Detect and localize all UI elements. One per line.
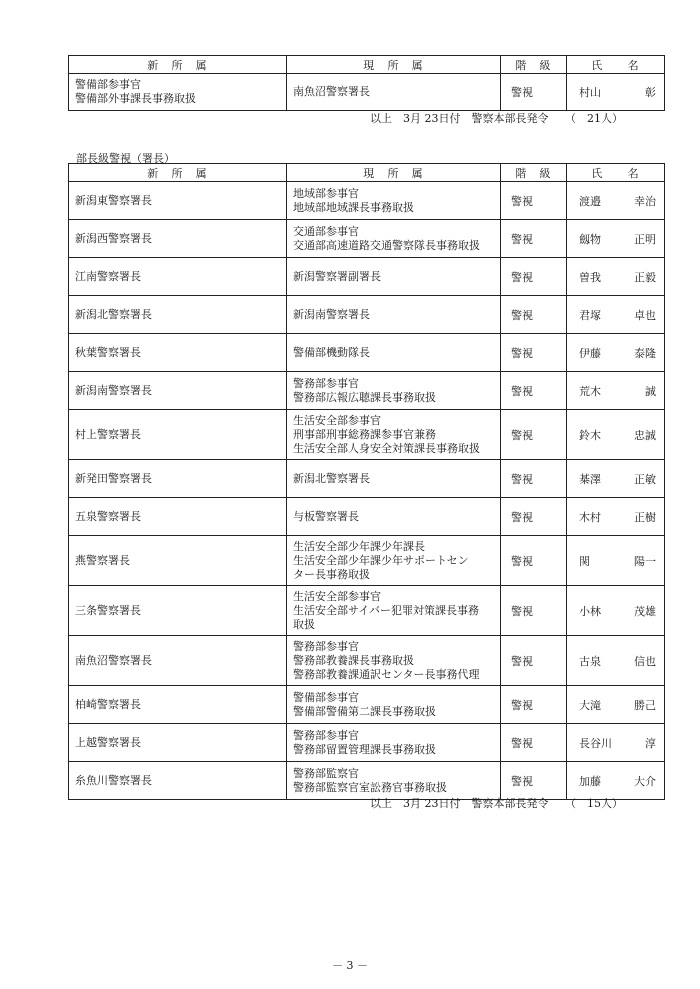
given-name: 正敏 [634, 472, 656, 486]
table1-footer: 以上 3月 23日付 警察本部長発令 （ 21人） [370, 112, 623, 125]
header-rank: 階 級 [501, 56, 567, 74]
current-post-cell: 警務部参事官 警務部留置管理課長事務取扱 [287, 724, 501, 762]
given-name: 信也 [634, 654, 656, 668]
new-post-cell: 村上警察署長 [69, 410, 287, 460]
table-row [69, 220, 665, 258]
family-name: 大滝 [579, 698, 601, 712]
given-name: 彰 [645, 86, 656, 99]
given-name: 正毅 [634, 270, 656, 284]
new-post-cell: 新潟南警察署長 [69, 372, 287, 410]
new-post-cell: 新潟北警察署長 [69, 296, 287, 334]
page-number: － 3 － [332, 959, 368, 972]
table-row [69, 372, 665, 410]
new-post-cell: 秋葉警察署長 [69, 334, 287, 372]
table-row [69, 74, 665, 111]
name-cell [567, 724, 665, 762]
given-name: 泰隆 [634, 346, 656, 360]
current-post-cell: 与板警察署長 [287, 498, 501, 536]
name-cell [567, 296, 665, 334]
table-row [69, 762, 665, 800]
new-post-cell: 上越警察署長 [69, 724, 287, 762]
current-post-cell: 警備部機動隊長 [287, 334, 501, 372]
header-new-post: 新 所 属 [69, 164, 287, 182]
current-post-cell: 生活安全部参事官 生活安全部サイバー犯罪対策課長事務 取扱 [287, 586, 501, 636]
new-post-cell: 新潟東警察署長 [69, 182, 287, 220]
given-name: 勝己 [634, 698, 656, 712]
rank-cell: 警視 [501, 182, 567, 220]
name-cell [567, 220, 665, 258]
name-cell [567, 762, 665, 800]
new-post-cell: 新発田警察署長 [69, 460, 287, 498]
header-new-post: 新 所 属 [69, 56, 287, 74]
header-name: 氏 名 [567, 56, 665, 74]
new-post-cell: 三条警察署長 [69, 586, 287, 636]
current-post-cell: 地域部参事官 地域部地域課長事務取扱 [287, 182, 501, 220]
given-name: 幸治 [634, 194, 656, 208]
table-row [69, 334, 665, 372]
new-post-cell: 燕警察署長 [69, 536, 287, 586]
new-post-cell: 糸魚川警察署長 [69, 762, 287, 800]
table2-footer: 以上 3月 23日付 警察本部長発令 （ 15人） [370, 797, 623, 810]
family-name: 荒木 [579, 384, 601, 398]
table-row [69, 686, 665, 724]
new-post-cell: 江南警察署長 [69, 258, 287, 296]
rank-cell: 警視 [501, 536, 567, 586]
given-name: 陽一 [634, 554, 656, 568]
family-name: 関 [579, 554, 590, 568]
rank-cell: 警視 [501, 410, 567, 460]
section-title: 部長級警視（署長） [76, 152, 175, 165]
name-cell [567, 686, 665, 724]
table-row [69, 460, 665, 498]
family-name: 棊澤 [579, 472, 601, 486]
table-row [69, 586, 665, 636]
header-name: 氏 名 [567, 164, 665, 182]
rank-cell: 警視 [501, 636, 567, 686]
table-row [69, 258, 665, 296]
table-header-row [69, 164, 665, 182]
family-name: 鈴木 [579, 428, 601, 442]
table-row [69, 410, 665, 460]
name-cell [567, 498, 665, 536]
rank-cell: 警視 [501, 220, 567, 258]
current-post-cell: 生活安全部少年課少年課長 生活安全部少年課少年サポートセン ター長事務取扱 [287, 536, 501, 586]
table-row [69, 724, 665, 762]
rank-cell: 警視 [501, 686, 567, 724]
header-current-post: 現 所 属 [287, 56, 501, 74]
family-name: 伊藤 [579, 346, 601, 360]
rank-cell: 警視 [501, 460, 567, 498]
current-post-cell: 新潟警察署副署長 [287, 258, 501, 296]
rank-cell: 警視 [501, 372, 567, 410]
given-name: 誠 [645, 384, 656, 398]
name-cell [567, 536, 665, 586]
family-name: 村山 [579, 86, 601, 99]
rank-cell: 警視 [501, 334, 567, 372]
family-name: 長谷川 [579, 736, 612, 750]
name-cell [567, 74, 665, 111]
rank-cell: 警視 [501, 74, 567, 111]
family-name: 曽我 [579, 270, 601, 284]
new-post-cell: 警備部参事官 警備部外事課長事務取扱 [69, 74, 287, 111]
new-post-cell: 新潟西警察署長 [69, 220, 287, 258]
family-name: 渡邉 [579, 194, 601, 208]
table-row [69, 498, 665, 536]
current-post-cell: 交通部参事官 交通部高速道路交通警察隊長事務取扱 [287, 220, 501, 258]
name-cell [567, 258, 665, 296]
name-cell [567, 636, 665, 686]
family-name: 木村 [579, 510, 601, 524]
current-post-cell: 新潟北警察署長 [287, 460, 501, 498]
family-name: 君塚 [579, 308, 601, 322]
new-post-cell: 南魚沼警察署長 [69, 636, 287, 686]
name-cell [567, 586, 665, 636]
table-row [69, 536, 665, 586]
rank-cell: 警視 [501, 296, 567, 334]
rank-cell: 警視 [501, 258, 567, 296]
table-header-row [69, 56, 665, 74]
header-current-post: 現 所 属 [287, 164, 501, 182]
rank-cell: 警視 [501, 762, 567, 800]
given-name: 正樹 [634, 510, 656, 524]
given-name: 茂雄 [634, 604, 656, 618]
table-row [69, 636, 665, 686]
current-post-cell: 南魚沼警察署長 [287, 74, 501, 111]
name-cell [567, 372, 665, 410]
rank-cell: 警視 [501, 724, 567, 762]
current-post-cell: 生活安全部参事官 刑事部刑事総務課参事官兼務 生活安全部人身安全対策課長事務取扱 [287, 410, 501, 460]
header-rank: 階 級 [501, 164, 567, 182]
family-name: 古泉 [579, 654, 601, 668]
rank-cell: 警視 [501, 586, 567, 636]
given-name: 正明 [634, 232, 656, 246]
family-name: 加藤 [579, 774, 601, 788]
family-name: 劔物 [579, 232, 601, 246]
current-post-cell: 警務部参事官 警務部教養課長事務取扱 警務部教養課通訳センター長事務代理 [287, 636, 501, 686]
current-post-cell: 警務部参事官 警務部広報広聴課長事務取扱 [287, 372, 501, 410]
name-cell [567, 410, 665, 460]
name-cell [567, 334, 665, 372]
new-post-cell: 五泉警察署長 [69, 498, 287, 536]
new-post-cell: 柏崎警察署長 [69, 686, 287, 724]
family-name: 小林 [579, 604, 601, 618]
transfer-table-1 [68, 55, 665, 111]
name-cell [567, 460, 665, 498]
given-name: 卓也 [634, 308, 656, 322]
transfer-table-2 [68, 163, 665, 800]
rank-cell: 警視 [501, 498, 567, 536]
table-row [69, 182, 665, 220]
table-row [69, 296, 665, 334]
given-name: 大介 [634, 774, 656, 788]
name-cell [567, 182, 665, 220]
current-post-cell: 警務部監察官 警務部監察官室訟務官事務取扱 [287, 762, 501, 800]
current-post-cell: 新潟南警察署長 [287, 296, 501, 334]
given-name: 淳 [645, 736, 656, 750]
current-post-cell: 警備部参事官 警備部警備第二課長事務取扱 [287, 686, 501, 724]
given-name: 忠誠 [634, 428, 656, 442]
